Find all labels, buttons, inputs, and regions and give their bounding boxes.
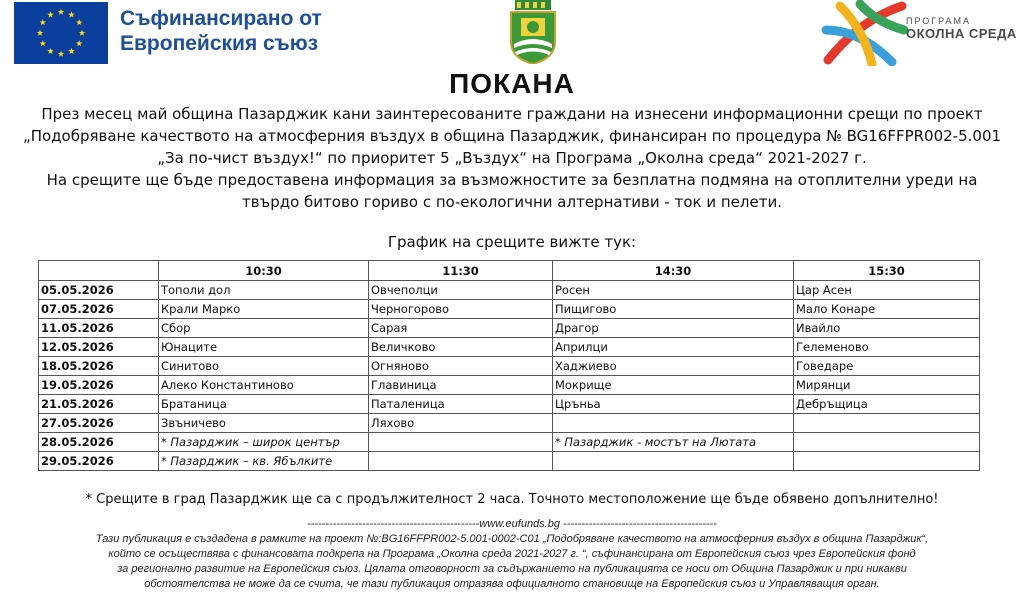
date-cell: 12.05.2026 [39, 338, 159, 357]
village-cell: * Пазарджик – широк център [159, 433, 369, 452]
date-cell: 29.05.2026 [39, 452, 159, 471]
village-cell: Хаджиево [553, 357, 794, 376]
header-cell-1130: 11:30 [369, 261, 553, 281]
programme-environment-text [906, 16, 1017, 41]
village-cell: Паталеница [369, 395, 553, 414]
village-cell: Гелеменово [794, 338, 980, 357]
village-cell: Огняново [369, 357, 553, 376]
village-cell: Сбор [159, 319, 369, 338]
date-cell: 28.05.2026 [39, 433, 159, 452]
op-small-label: ПРОГРАМА [906, 16, 972, 26]
village-cell: * Пазарджик – кв. Ябълките [159, 452, 369, 471]
village-cell [794, 414, 980, 433]
village-cell: Сарая [369, 319, 553, 338]
village-cell [553, 414, 794, 433]
table-body [39, 281, 980, 471]
table-row [39, 300, 980, 319]
table-row [39, 433, 980, 452]
intro-line: твърдо битово гориво с по-екологични алтернативи - ток и пелети. [242, 193, 782, 211]
municipality-crest-logo [505, 0, 561, 64]
table-row [39, 452, 980, 471]
village-cell: Звъничево [159, 414, 369, 433]
village-cell [794, 433, 980, 452]
disclaimer-line: за регионално развитие на Европейския съюз. Цялата отговорност за съдържанието на публикацията се носи от Община Пазарджик и при никакви [117, 563, 907, 575]
eufunds-separator: -----------------------------------------------www.eufunds.bg ------------------------------------------ [307, 518, 717, 530]
date-cell: 18.05.2026 [39, 357, 159, 376]
village-cell: Мокрище [553, 376, 794, 395]
village-cell: Драгор [553, 319, 794, 338]
village-cell: Тополи дол [159, 281, 369, 300]
village-cell: Братаница [159, 395, 369, 414]
eu-line-1: Съфинансирано от [120, 7, 322, 30]
village-cell: Ивайло [794, 319, 980, 338]
village-cell: Пищигово [553, 300, 794, 319]
table-header-row [39, 261, 980, 281]
intro-text [0, 103, 1024, 213]
village-cell: Синитово [159, 357, 369, 376]
page-title: ПОКАНА [449, 68, 575, 99]
village-cell: Мирянци [794, 376, 980, 395]
village-cell [794, 452, 980, 471]
date-cell: 27.05.2026 [39, 414, 159, 433]
eu-cofinanced-text [120, 6, 322, 56]
village-cell: * Пазарджик - мостът на Лютата [553, 433, 794, 452]
village-cell [369, 452, 553, 471]
footnote: * Срещите в град Пазарджик ще са с продължителност 2 часа. Точното местоположение ще бъде обявено допълнително! [85, 492, 939, 507]
village-cell: Росен [553, 281, 794, 300]
table-row [39, 357, 980, 376]
intro-line: На срещите ще бъде предоставена информация за възможностите за безплатна подмяна на отоплителни уреди на [46, 171, 978, 189]
disclaimer-line: обстоятелства не може да се счита, че тази публикация отразява официалното становище на Европейския съюз и Управляващия орган. [144, 578, 880, 590]
table-row [39, 376, 980, 395]
table-row [39, 414, 980, 433]
date-cell: 07.05.2026 [39, 300, 159, 319]
header-cell-1430: 14:30 [553, 261, 794, 281]
header-cell-date [39, 261, 159, 281]
table-row [39, 281, 980, 300]
village-cell: Крали Марко [159, 300, 369, 319]
schedule-table [38, 260, 980, 471]
village-cell: Говедаре [794, 357, 980, 376]
village-cell: Овчеполци [369, 281, 553, 300]
village-cell: Мало Конаре [794, 300, 980, 319]
village-cell: Цръньа [553, 395, 794, 414]
eu-line-2: Европейския съюз [120, 32, 319, 55]
village-cell: Юнаците [159, 338, 369, 357]
header-cell-1530: 15:30 [794, 261, 980, 281]
disclaimer [0, 532, 1024, 592]
intro-line: През месец май община Пазарджик кани заинтересованите граждани на изнесени информационни срещи по проект [41, 105, 983, 123]
schedule-title: График на срещите вижте тук: [387, 233, 637, 251]
table-row [39, 395, 980, 414]
date-cell: 05.05.2026 [39, 281, 159, 300]
disclaimer-line: който се осъществява с финансовата подкрепа на Програма „Околна среда 2021-2027 г. “, съфинансирана от Европейския съюз чрез Европейския фонд [108, 548, 916, 560]
table-row [39, 319, 980, 338]
village-cell: Ляхово [369, 414, 553, 433]
village-cell: Величково [369, 338, 553, 357]
intro-line: „За по-чист въздух!“ по приоритет 5 „Въздух“ на Програма „Околна среда“ 2021-2027 г. [157, 149, 867, 167]
village-cell: Главиница [369, 376, 553, 395]
village-cell: Априлци [553, 338, 794, 357]
programme-environment-logo [820, 0, 910, 66]
op-big-label: ОКОЛНА СРЕДА [906, 26, 1017, 41]
date-cell: 11.05.2026 [39, 319, 159, 338]
date-cell: 19.05.2026 [39, 376, 159, 395]
village-cell: Цар Асен [794, 281, 980, 300]
village-cell [369, 433, 553, 452]
header-cell-1030: 10:30 [159, 261, 369, 281]
village-cell: Алеко Константиново [159, 376, 369, 395]
intro-line: „Подобряване качеството на атмосферния въздух в община Пазарджик, финансиран по процедура № BG16FFPR002-5.001 [22, 127, 1002, 145]
village-cell [553, 452, 794, 471]
disclaimer-line: Тази публикация е създадена в рамките на проект №:BG16FFPR002-5.001-0002-C01 „Подобряване качеството на атмосферния въздух в община Пазарджик“, [95, 533, 929, 545]
village-cell: Дебръщица [794, 395, 980, 414]
eu-flag-logo [14, 2, 108, 64]
date-cell: 21.05.2026 [39, 395, 159, 414]
table-row [39, 338, 980, 357]
village-cell: Черногорово [369, 300, 553, 319]
